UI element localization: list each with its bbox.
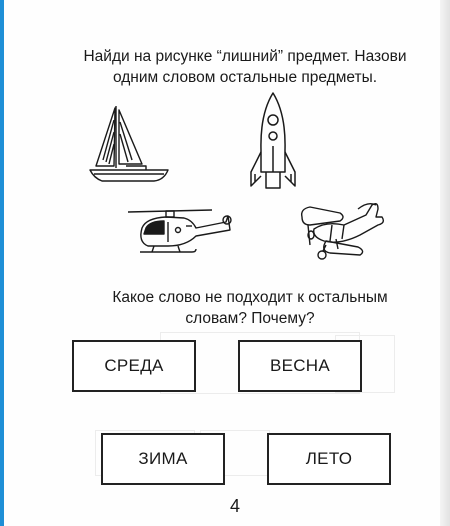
page-spine-shadow: [440, 0, 450, 526]
question-line-2: словам? Почему?: [185, 310, 315, 327]
question-text: [70, 287, 430, 329]
instruction-line-2: одним словом остальные предметы.: [112, 69, 378, 86]
word-card-4: ЛЕТО: [267, 433, 391, 485]
word-card-1: СРЕДА: [72, 340, 196, 392]
blue-page-edge: [0, 0, 4, 526]
sailboat-icon: [86, 102, 172, 186]
airplane-icon: [296, 195, 386, 265]
instruction-line-1: Найди на рисунке “лишний” предмет. Назови: [83, 48, 407, 65]
word-card-2: ВЕСНА: [238, 340, 362, 392]
helicopter-icon: [126, 204, 232, 258]
page-number: 4: [229, 496, 240, 516]
instruction-text: [50, 46, 440, 88]
rocket-icon: [248, 90, 298, 192]
word-card-3: ЗИМА: [101, 433, 225, 485]
question-line-1: Какое слово не подходит к остальным: [112, 289, 388, 306]
